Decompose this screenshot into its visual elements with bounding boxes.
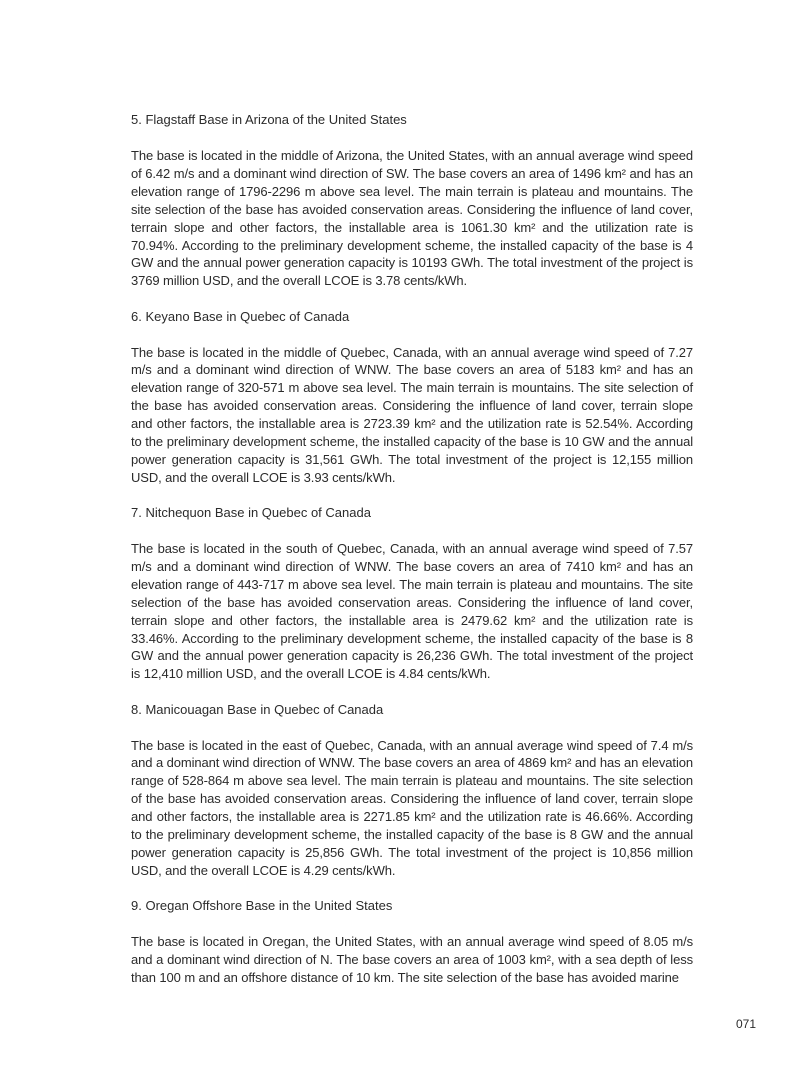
section-flagstaff: [131, 111, 693, 290]
section-heading: 6. Keyano Base in Quebec of Canada: [131, 308, 350, 324]
section-heading: 9. Oregan Offshore Base in the United States: [131, 898, 393, 913]
section-oregan-offshore: [131, 897, 693, 987]
section-heading: 8. Manicouagan Base in Quebec of Canada: [131, 701, 384, 717]
section-paragraph: The base is located in the south of Quebec, Canada, with an annual average wind speed of 7.57 m/s and a dominant wind direction of WNW. The base covers an area of 7410 km² and has an elevation range of 443-717 m above sea level. The main terrain is plateau and mountains. The site selection of the base has avoided conservation areas. Considering the influence of land cover, terrain slope and other factors, the installable area is 2479.62 km² and the utilization rate is 33.46%. According to the preliminary development scheme, the installed capacity of the base is 8 GW and the annual power generation capacity is 26,236 GWh. The total investment of the project is 12,410 million USD, and the overall LCOE is 4.84 cents/kWh.: [131, 541, 693, 682]
section-paragraph: The base is located in the middle of Arizona, the United States, with an annual average wind speed of 6.42 m/s and a dominant wind direction of SW. The base covers an area of 1496 km² and has an elevation range of 1796-2296 m above sea level. The main terrain is plateau and mountains. The site selection of the base has avoided conservation areas. Considering the influence of land cover, terrain slope and other factors, the installable area is 1061.30 km² and the utilization rate is 70.94%. According to the preliminary development scheme, the installed capacity of the base is 4 GW and the annual power generation capacity is 10193 GWh. The total investment of the project is 3769 million USD, and the overall LCOE is 3.78 cents/kWh.: [131, 148, 693, 289]
page-number: 071: [736, 1017, 757, 1031]
section-paragraph: The base is located in Oregan, the United States, with an annual average wind speed of 8.05 m/s and a dominant wind direction of N. The base covers an area of 1003 km², with a sea depth of less than 100 m and an offshore distance of 10 km. The site selection of the base has avoided marine: [131, 934, 693, 985]
section-paragraph: The base is located in the middle of Quebec, Canada, with an annual average wind speed of 7.27 m/s and a dominant wind direction of WNW. The base covers an area of 5183 km² and has an elevation range of 320-571 m above sea level. The main terrain is mountains. The site selection of the base has avoided conservation areas. Considering the influence of land cover, terrain slope and other factors, the installable area is 2723.39 km² and the utilization rate is 52.54%. According to the preliminary development scheme, the installed capacity of the base is 10 GW and the annual power generation capacity is 31,561 GWh. The total investment of the project is 12,155 million USD, and the overall LCOE is 3.93 cents/kWh.: [131, 344, 693, 485]
section-heading: 7. Nitchequon Base in Quebec of Canada: [131, 505, 371, 520]
section-paragraph: The base is located in the east of Quebec, Canada, with an annual average wind speed of 7.4 m/s and a dominant wind direction of WNW. The base covers an area of 4869 km² and has an elevation range of 528-864 m above sea level. The main terrain is plateau and mountains. The site selection of the base has avoided conservation areas. Considering the influence of land cover, terrain slope and other factors, the installable area is 2271.85 km² and the utilization rate is 46.66%. According to the preliminary development scheme, the installed capacity of the base is 8 GW and the annual power generation capacity is 25,856 GWh. The total investment of the project is 10,856 million USD, and the overall LCOE is 4.29 cents/kWh.: [131, 737, 693, 878]
section-keyano: [131, 308, 693, 487]
section-manicouagan: [131, 701, 693, 880]
document-body: [131, 111, 693, 1004]
section-heading: 5. Flagstaff Base in Arizona of the United States: [131, 112, 407, 127]
section-nitchequon: [131, 504, 693, 683]
